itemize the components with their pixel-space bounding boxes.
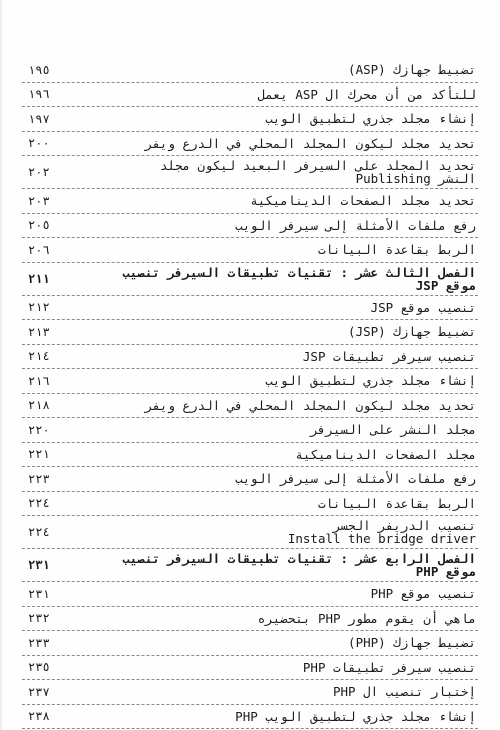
toc-page-number: ٢١٦: [28, 373, 50, 388]
toc-page-number: ٢٢١: [28, 447, 50, 462]
toc-entry-title: تحديد مجلد ليكون المجلد المحلي في الدرع ويفر: [144, 397, 476, 413]
toc-entry-title: إختبار تنصيب ال PHP: [333, 684, 476, 700]
toc-row: [22, 443, 478, 468]
toc-row: [22, 214, 478, 239]
table-of-contents: [22, 58, 478, 729]
toc-page-number: ٢٣٧: [28, 684, 50, 699]
toc-page-number: ٢٠٢: [28, 165, 50, 179]
toc-row: [22, 680, 478, 705]
toc-page-number: ٢١٣: [28, 324, 50, 339]
toc-entry-title: تنصيب سيرفر تطبيقات PHP: [302, 659, 476, 675]
toc-page-number: ٢٣٨: [28, 709, 50, 724]
toc-entry-title: تنصيب موقع PHP: [370, 586, 476, 602]
toc-row: [22, 132, 478, 157]
toc-page-number: ٢٠٥: [28, 218, 50, 233]
toc-page-number: ٢١٤: [28, 349, 50, 364]
toc-page-number: ٢٣١: [28, 586, 50, 601]
toc-entry-title: تحديد مجلد الصفحات الديناميكية: [250, 193, 476, 209]
toc-row: [22, 296, 478, 321]
toc-chapter-row: [22, 549, 478, 582]
toc-entry-title: تحديد المجلد على السيرفر البعيد ليكون مجلد النشر Publishing: [159, 158, 476, 186]
toc-entry-title: إنشاء مجلد جذري لتطبيق الويب PHP: [235, 708, 476, 724]
toc-row: [22, 607, 478, 632]
toc-page-number: ٢٠٣: [28, 193, 50, 208]
toc-entry-title: للتأكد من أن محرك ال ASP يعمل: [257, 86, 476, 102]
toc-row: [22, 156, 478, 189]
toc-page-number: ٢١٢: [28, 300, 50, 315]
chapter-heading: الفصل الرابع عشر : تقنيات تطبيقات السيرفر تنصيب موقع PHP: [122, 551, 476, 579]
toc-entry-title: مجلد النشر على السيرفر: [310, 422, 476, 438]
toc-row: [22, 189, 478, 214]
toc-row: [22, 107, 478, 132]
toc-page-number: ٢٢٤: [28, 525, 50, 539]
toc-entry-title: ماهي أن يقوم مطور PHP بتحضيره: [257, 610, 476, 626]
toc-page-number: ٢٣٣: [28, 635, 50, 650]
toc-page-number: ١٩٦: [28, 87, 50, 102]
toc-row: [22, 238, 478, 263]
toc-row: [22, 345, 478, 370]
toc-page-number: ٢١٨: [28, 398, 50, 413]
toc-page-number: ٢٠٠: [28, 136, 50, 151]
toc-entry-title: تنصيب الدريفر الجسر Install the bridge driver: [287, 518, 476, 546]
toc-row: [22, 369, 478, 394]
toc-entry-title: تضبيط جهازك (JSP): [348, 324, 476, 340]
toc-row: [22, 394, 478, 419]
toc-entry-title: رفع ملفات الأمثلة إلى سيرفر الويب: [235, 217, 476, 233]
toc-entry-title: تنصيب سيرفر تطبيقات JSP: [302, 348, 476, 364]
toc-entry-title: إنشاء مجلد جذري لتطبيق الويب: [265, 373, 476, 389]
toc-row: [22, 705, 478, 730]
toc-page-number: ٢٣١: [28, 558, 50, 572]
toc-entry-title: تضبيط جهازك (PHP): [348, 635, 476, 651]
toc-entry-title: تحديد مجلد ليكون المجلد المحلي في الدرع ويفر: [144, 135, 476, 151]
toc-page-number: ١٩٧: [28, 111, 50, 126]
toc-row: [22, 631, 478, 656]
toc-row: [22, 58, 478, 83]
toc-row: [22, 320, 478, 345]
chapter-heading: الفصل الثالث عشر : تقنيات تطبيقات السيرفر تنصيب موقع JSP: [122, 264, 476, 293]
scan-edge: [0, 0, 3, 730]
toc-page-number: ١٩٥: [28, 62, 50, 77]
toc-row: [22, 418, 478, 443]
toc-page-number: ٢٢٤: [28, 496, 50, 511]
toc-row: [22, 83, 478, 108]
toc-entry-title: الربط بقاعدة البيانات: [317, 495, 476, 511]
toc-page-number: ٢٣٢: [28, 611, 50, 626]
toc-row: [22, 516, 478, 549]
toc-row: [22, 582, 478, 607]
toc-page-number: ٢٣٥: [28, 660, 50, 675]
toc-page-number: ٢٠٦: [28, 242, 50, 257]
toc-page-number: ٢٢٠: [28, 422, 50, 437]
toc-entry-title: مجلد الصفحات الديناميكية: [295, 446, 476, 462]
toc-entry-title: الربط بقاعدة البيانات: [317, 242, 476, 258]
toc-page-number: ٢٢٣: [28, 471, 50, 486]
toc-page-number: ٢١١: [28, 271, 50, 286]
toc-entry-title: تنصيب موقع JSP: [370, 299, 476, 315]
toc-entry-title: رفع ملفات الأمثلة إلى سيرفر الويب: [235, 471, 476, 487]
toc-entry-title: تضبيط جهازك (ASP): [348, 62, 476, 78]
toc-row: [22, 467, 478, 492]
toc-entry-title: إنشاء مجلد جذري لتطبيق الويب: [265, 111, 476, 127]
toc-row: [22, 656, 478, 681]
toc-chapter-row: [22, 263, 478, 296]
toc-row: [22, 492, 478, 517]
